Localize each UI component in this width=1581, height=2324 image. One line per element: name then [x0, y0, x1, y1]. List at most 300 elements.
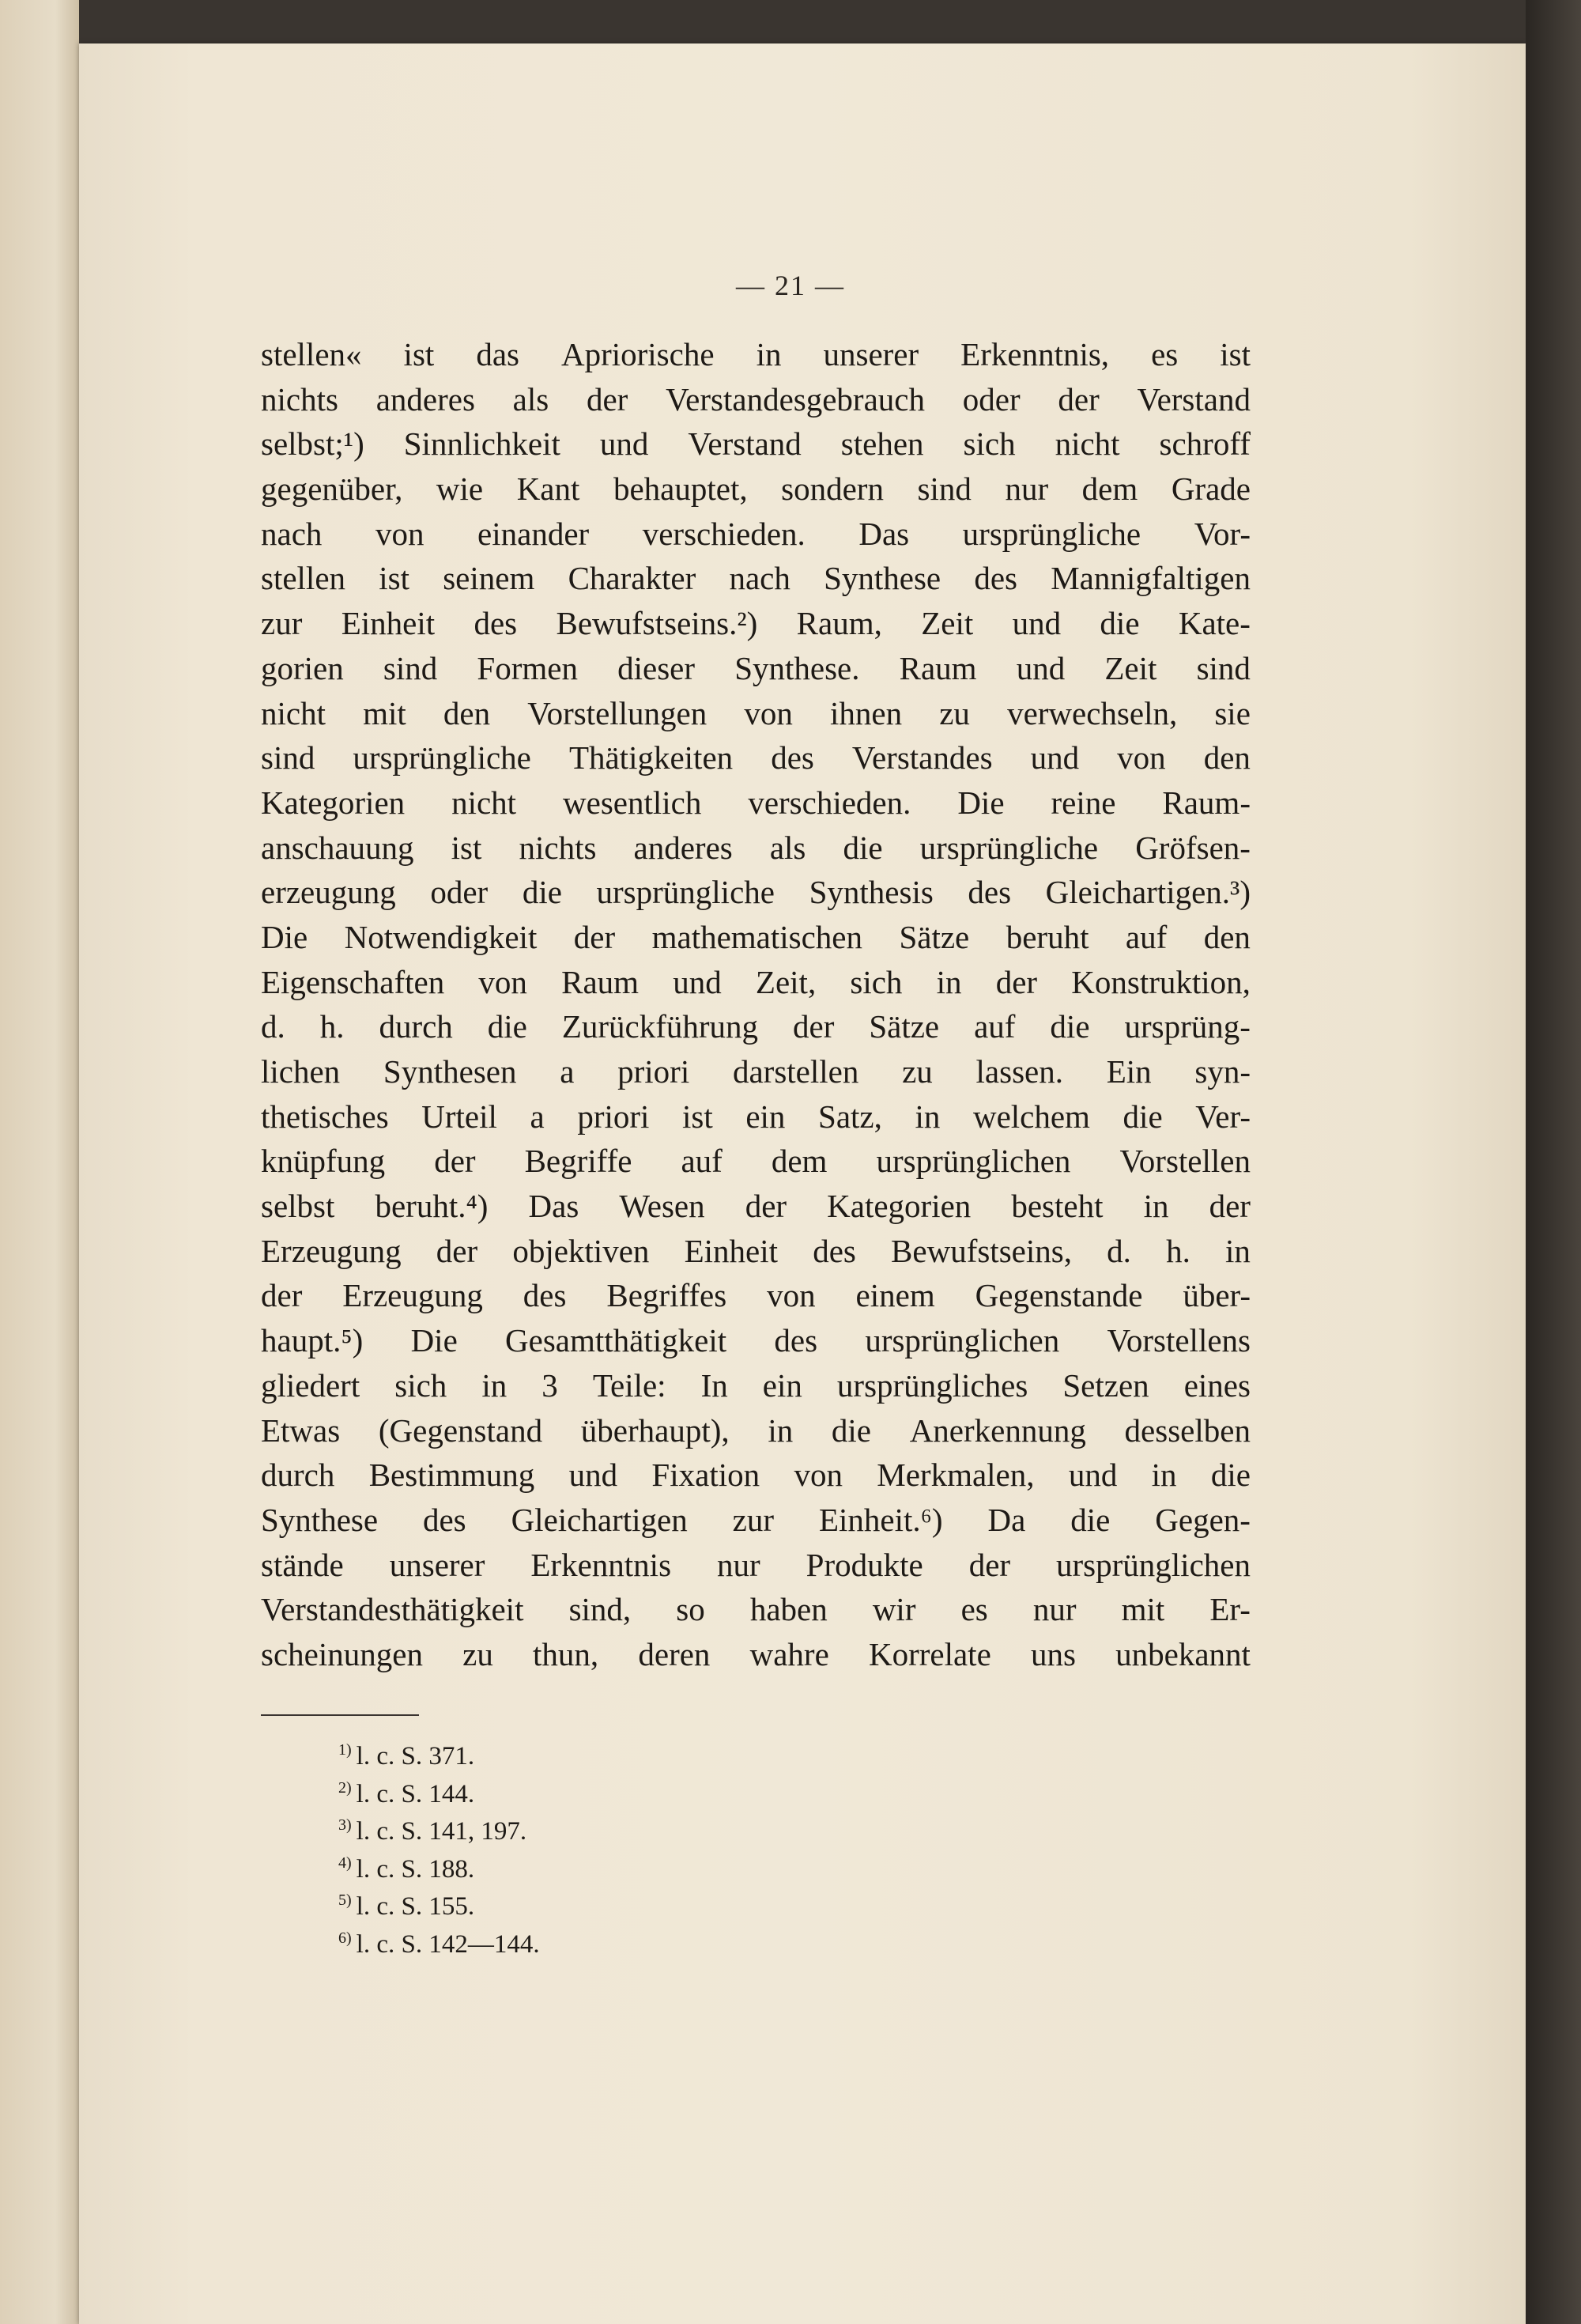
word: und [599, 425, 649, 463]
word: den [443, 694, 491, 731]
word: Da [987, 1501, 1026, 1538]
word: Thätigkeiten [568, 739, 734, 777]
word: dem [1081, 470, 1138, 508]
footnote [338, 1885, 540, 1923]
word: Einheit [341, 605, 436, 642]
word: ursprüngliches [836, 1366, 1028, 1404]
word: ursprüng- [1124, 1008, 1251, 1045]
word: Begriffes [606, 1277, 727, 1314]
word: oder [962, 380, 1021, 418]
word: Sätze [899, 918, 970, 955]
right-shadow-edge [1526, 0, 1581, 2324]
word: von [375, 515, 424, 552]
word: knüpfung [261, 1143, 386, 1180]
word: auf [681, 1143, 723, 1180]
word: anschauung [261, 829, 414, 866]
word: h. [1166, 1232, 1190, 1269]
word: in [936, 963, 962, 1000]
word: Bewufstseins, [891, 1232, 1072, 1269]
text-line [261, 780, 1251, 826]
word: Gegen- [1155, 1501, 1251, 1538]
word: Gleichartigen [511, 1501, 688, 1538]
footnote-separator [261, 1714, 419, 1716]
word: ist [403, 336, 435, 372]
word: nichts [519, 829, 597, 866]
word: des [523, 1277, 567, 1314]
word: auf [1125, 918, 1168, 955]
word: Bestimmung [368, 1457, 535, 1494]
word: Teile: [592, 1366, 666, 1404]
word: Die [957, 784, 1005, 821]
word: Raum, [796, 605, 882, 642]
word: ursprüngliche [962, 515, 1141, 552]
footnote-mark: 5) [338, 1891, 352, 1909]
word: des [813, 1232, 856, 1269]
word: Das [858, 515, 910, 552]
word: gegenüber, [261, 470, 403, 508]
word: nicht [1055, 425, 1120, 463]
word: 3 [541, 1366, 558, 1404]
text-line [261, 1049, 1251, 1094]
word: nicht [261, 694, 326, 731]
word: Raum [561, 963, 640, 1000]
word: ist [379, 560, 409, 597]
word: Verstandes [851, 739, 993, 777]
word: selbst [261, 1188, 335, 1225]
footnote-mark: 4) [338, 1854, 352, 1872]
word: den [1203, 918, 1251, 955]
word: von [744, 694, 793, 731]
word: beruht.⁴) [375, 1188, 489, 1225]
word: ist [1220, 336, 1251, 372]
word: scheinungen [261, 1635, 423, 1672]
text-line [261, 826, 1251, 871]
word: die [1210, 1457, 1251, 1494]
word: ist [451, 829, 482, 866]
word: ihnen [830, 694, 903, 731]
footnote-mark: 3) [338, 1816, 352, 1834]
text-line [261, 1632, 1251, 1677]
word: Raum- [1162, 784, 1251, 821]
word: Kate- [1178, 605, 1251, 642]
text-line [261, 467, 1251, 512]
word: des [422, 1501, 466, 1538]
word: ursprünglichen [876, 1143, 1071, 1180]
word: zur [261, 605, 303, 642]
body-text [261, 332, 1251, 1677]
word: Satz, [818, 1098, 882, 1135]
word: und [1068, 1457, 1118, 1494]
word: die [522, 874, 562, 911]
word: den [1203, 739, 1251, 777]
word: behauptet, [613, 470, 748, 508]
word: nach [261, 515, 323, 552]
word: wahre [749, 1635, 829, 1672]
text-line [261, 1318, 1251, 1363]
word: Notwendigkeit [344, 918, 538, 955]
text-line [261, 1273, 1251, 1318]
word: der [1209, 1188, 1251, 1225]
word: stellen« [261, 336, 362, 372]
word: gliedert [261, 1366, 360, 1404]
footnote [338, 1923, 540, 1961]
word: in [768, 1411, 794, 1449]
footnote-text: l. c. S. 142—144. [356, 1929, 540, 1959]
word: Verstandesthätigkeit [261, 1591, 524, 1628]
word: Synthesen [383, 1053, 517, 1090]
word: thetisches [261, 1098, 389, 1135]
word: das [476, 336, 519, 372]
text-line [261, 421, 1251, 467]
word: und [1016, 649, 1066, 686]
word: nach [729, 560, 790, 597]
word: dem [771, 1143, 828, 1180]
word: Verstand [688, 425, 802, 463]
word: haben [749, 1591, 828, 1628]
word: sind [383, 649, 438, 686]
word: Wesen [619, 1188, 705, 1225]
word: sie [1214, 694, 1251, 731]
word: einem [855, 1277, 935, 1314]
word: Synthese. [734, 649, 860, 686]
word: verschieden. [642, 515, 806, 552]
word: d. [261, 1008, 285, 1045]
text-line [261, 1543, 1251, 1588]
word: anderes [375, 380, 475, 418]
word: besteht [1011, 1188, 1104, 1225]
word: es [960, 1591, 988, 1628]
word: h. [319, 1008, 345, 1045]
text-line [261, 735, 1251, 780]
word: nur [1005, 470, 1049, 508]
word: zu [462, 1635, 493, 1672]
word: a [530, 1098, 545, 1135]
word: seinem [443, 560, 535, 597]
word: und [568, 1457, 618, 1494]
word: ursprüngliche [596, 874, 775, 911]
word: lassen. [975, 1053, 1063, 1090]
word: Produkte [806, 1546, 923, 1583]
word: Die [261, 918, 308, 955]
word: (Gegenstand [378, 1411, 543, 1449]
word: auf [974, 1008, 1016, 1045]
text-line [261, 870, 1251, 915]
text-line [261, 1139, 1251, 1184]
word: verwechseln, [1007, 694, 1178, 731]
word: Begriffe [524, 1143, 632, 1180]
word: die [1050, 1008, 1090, 1045]
text-line [261, 1587, 1251, 1632]
word: der [434, 1143, 476, 1180]
text-line [261, 1408, 1251, 1453]
text-line [261, 332, 1251, 377]
word: es [1151, 336, 1179, 372]
text-line [261, 1094, 1251, 1139]
word: unserer [823, 336, 919, 372]
word: anderes [633, 829, 733, 866]
word: nur [717, 1546, 760, 1583]
word: die [843, 829, 883, 866]
footnote-text: l. c. S. 188. [356, 1854, 475, 1884]
word: Einheit.⁶) [818, 1501, 943, 1538]
text-line [261, 915, 1251, 960]
word: Synthese [824, 560, 941, 597]
word: gorien [261, 649, 344, 686]
word: objektiven [512, 1232, 650, 1269]
word: thun, [533, 1635, 599, 1672]
word: Eigenschaften [261, 963, 445, 1000]
word: sich [963, 425, 1016, 463]
word: dieser [617, 649, 696, 686]
word: zu [939, 694, 970, 731]
word: in [1143, 1188, 1169, 1225]
word: unbekannt [1115, 1635, 1251, 1672]
word: mathematischen [651, 918, 863, 955]
word: Zeit, [755, 963, 817, 1000]
word: lichen [261, 1053, 341, 1090]
word: Formen [477, 649, 578, 686]
word: der [1058, 380, 1100, 418]
word: uns [1030, 1635, 1076, 1672]
word: zu [902, 1053, 933, 1090]
word: Mannigfaltigen [1051, 560, 1251, 597]
word: des [474, 605, 518, 642]
word: Apriorische [560, 336, 715, 372]
word: selbst;¹) [261, 425, 364, 463]
word: so [676, 1591, 705, 1628]
word: Synthesis [809, 874, 934, 911]
word: schroff [1159, 425, 1251, 463]
word: zur [732, 1501, 774, 1538]
word: a [560, 1053, 575, 1090]
word: des [771, 739, 814, 777]
word: der [261, 1277, 303, 1314]
word: unserer [389, 1546, 485, 1583]
footnote-text: l. c. S. 155. [356, 1892, 475, 1921]
word: Ein [1106, 1053, 1152, 1090]
word: Synthese [261, 1501, 379, 1538]
word: von [1117, 739, 1166, 777]
word: reine [1051, 784, 1116, 821]
word: deren [638, 1635, 711, 1672]
word: ursprüngliche [353, 739, 531, 777]
word: ursprünglichen [1056, 1546, 1251, 1583]
word: von [794, 1457, 843, 1494]
word: oder [430, 874, 489, 911]
word: ist [682, 1098, 713, 1135]
word: durch [261, 1457, 335, 1494]
footnote-mark: 6) [338, 1929, 352, 1947]
word: Verstand [1137, 380, 1251, 418]
text-line [261, 1363, 1251, 1408]
word: sind [261, 739, 315, 777]
word: und [673, 963, 722, 1000]
word: Konstruktion, [1071, 963, 1251, 1000]
word: der [968, 1546, 1011, 1583]
word: und [1012, 605, 1062, 642]
word: Bewufstseins.²) [556, 605, 758, 642]
word: Zeit [921, 605, 974, 642]
word: über- [1183, 1277, 1251, 1314]
footnote [338, 1810, 540, 1848]
word: Grade [1171, 470, 1251, 508]
word: Kategorien [261, 784, 406, 821]
word: die [1123, 1098, 1163, 1135]
word: als [769, 829, 806, 866]
word: Gegenstande [975, 1277, 1143, 1314]
word: die [831, 1411, 871, 1449]
word: In [700, 1366, 728, 1404]
footnote [338, 1848, 540, 1886]
word: Einheit [684, 1232, 779, 1269]
word: erzeugung [261, 874, 396, 911]
word: Setzen [1062, 1366, 1149, 1404]
text-line [261, 377, 1251, 422]
word: Gesamtthätigkeit [505, 1322, 727, 1359]
text-line [261, 556, 1251, 601]
word: Das [528, 1188, 579, 1225]
word: Erkenntnis, [960, 336, 1110, 372]
word: des [968, 874, 1012, 911]
word: Merkmalen, [877, 1457, 1035, 1494]
word: die [1070, 1501, 1111, 1538]
word: Ver- [1195, 1098, 1251, 1135]
word: ursprünglichen [865, 1322, 1060, 1359]
left-page-edge [0, 0, 79, 2324]
word: Korrelate [868, 1635, 991, 1672]
word: der [436, 1232, 478, 1269]
footnote [338, 1735, 540, 1773]
word: nur [1032, 1591, 1077, 1628]
word: beruht [1006, 918, 1089, 955]
word: sich [394, 1366, 447, 1404]
word: Vor- [1194, 515, 1251, 552]
word: Zeit [1104, 649, 1157, 686]
footnotes [338, 1735, 540, 1960]
word: Er- [1209, 1591, 1251, 1628]
word: stellen [261, 560, 346, 597]
word: Charakter [568, 560, 696, 597]
word: ein [745, 1098, 786, 1135]
word: sind, [568, 1591, 632, 1628]
word: des [774, 1322, 818, 1359]
word: sich [850, 963, 903, 1000]
word: priori [577, 1098, 650, 1135]
word: mit [1121, 1591, 1165, 1628]
word: der [995, 963, 1038, 1000]
word: in [1225, 1232, 1251, 1269]
word: Sätze [869, 1008, 940, 1045]
word: Zurückführung [561, 1008, 759, 1045]
word: Gröfsen- [1135, 829, 1251, 866]
text-line [261, 1453, 1251, 1498]
text-line [261, 691, 1251, 736]
word: Vorstellungen [527, 694, 707, 731]
word: Erzeugung [342, 1277, 483, 1314]
word: stände [261, 1546, 344, 1583]
word: sind [917, 470, 972, 508]
word: Die [410, 1322, 458, 1359]
footnote [338, 1773, 540, 1811]
word: Sinnlichkeit [403, 425, 560, 463]
word: als [512, 380, 549, 418]
word: ein [762, 1366, 802, 1404]
word: Erkenntnis [530, 1546, 672, 1583]
word: durch [379, 1008, 453, 1045]
word: des [974, 560, 1017, 597]
word: eines [1183, 1366, 1251, 1404]
word: und [1030, 739, 1080, 777]
word: darstellen [732, 1053, 859, 1090]
word: der [745, 1188, 787, 1225]
word: Etwas [261, 1411, 341, 1449]
word: desselben [1124, 1411, 1251, 1449]
text-line [261, 1004, 1251, 1049]
word: sondern [781, 470, 884, 508]
word: in [756, 336, 782, 372]
word: wir [872, 1591, 916, 1628]
word: welchem [972, 1098, 1090, 1135]
word: Gleichartigen.³) [1045, 874, 1251, 911]
word: d. [1107, 1232, 1131, 1269]
word: syn- [1194, 1053, 1251, 1090]
text-line [261, 646, 1251, 691]
word: wie [436, 470, 484, 508]
word: Fixation [651, 1457, 760, 1494]
footnote-mark: 1) [338, 1741, 352, 1759]
word: von [767, 1277, 816, 1314]
text-line [261, 960, 1251, 1005]
text-line [261, 601, 1251, 646]
word: überhaupt), [580, 1411, 730, 1449]
word: einander [477, 515, 590, 552]
word: von [478, 963, 527, 1000]
page-number: — 21 — [736, 270, 845, 301]
word: sind [1196, 649, 1251, 686]
word: nicht [451, 784, 517, 821]
word: in [481, 1366, 508, 1404]
word: Kant [516, 470, 580, 508]
word: in [1151, 1457, 1177, 1494]
word: die [487, 1008, 527, 1045]
word: der [573, 918, 616, 955]
text-line [261, 512, 1251, 557]
word: priori [617, 1053, 690, 1090]
word: Raum [899, 649, 977, 686]
word: nichts [261, 380, 338, 418]
word: Urteil [421, 1098, 497, 1135]
word: die [1100, 605, 1140, 642]
word: stehen [840, 425, 924, 463]
word: der [793, 1008, 835, 1045]
word: haupt.⁵) [261, 1322, 364, 1359]
word: Anerkennung [909, 1411, 1086, 1449]
word: Kategorien [827, 1188, 972, 1225]
text-line [261, 1498, 1251, 1543]
word: in [915, 1098, 941, 1135]
footnote-text: l. c. S. 141, 197. [356, 1817, 527, 1846]
word: Vorstellen [1119, 1143, 1251, 1180]
word: der [586, 380, 628, 418]
word: ursprüngliche [919, 829, 1099, 866]
footnote-mark: 2) [338, 1778, 352, 1797]
word: Vorstellens [1107, 1322, 1251, 1359]
footnote-text: l. c. S. 371. [356, 1742, 475, 1770]
word: verschieden. [748, 784, 911, 821]
text-line [261, 1229, 1251, 1274]
footnote-text: l. c. S. 144. [356, 1779, 475, 1808]
word: wesentlich [563, 784, 702, 821]
